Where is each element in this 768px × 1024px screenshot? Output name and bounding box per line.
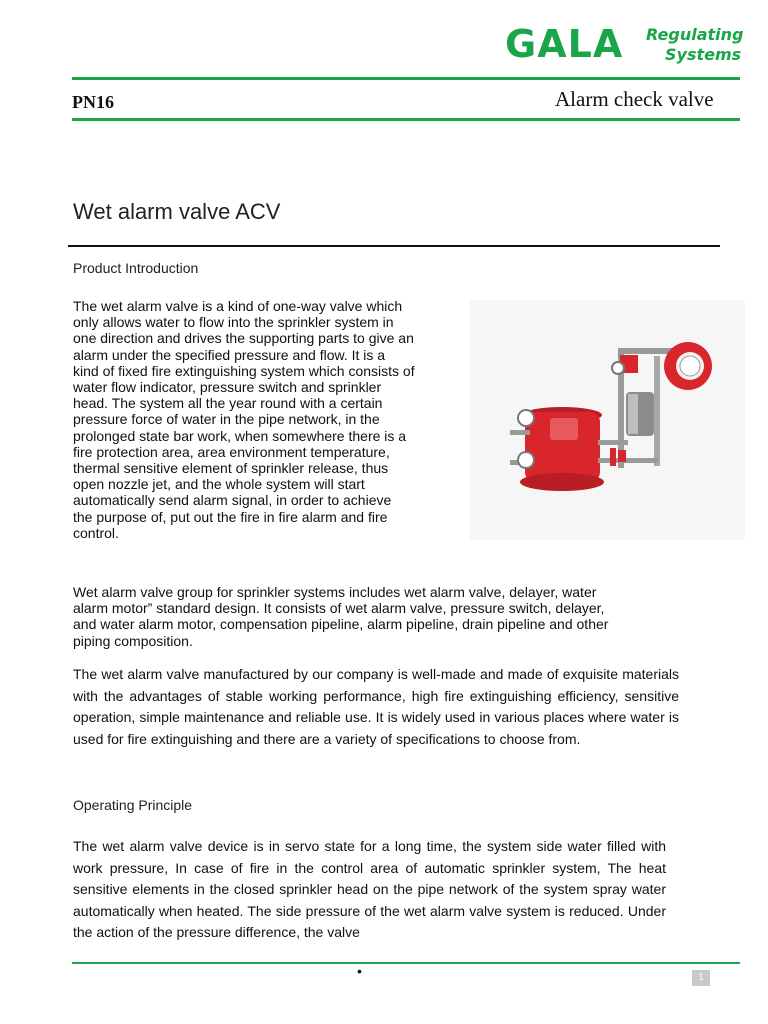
intro-paragraph [73,298,463,541]
intro-line: kind of fixed fire extinguishing system which consists of [73,362,415,379]
intro-line: the purpose of, put out the fire in fire alarm and fire [73,508,388,525]
intro-line: The wet alarm valve is a kind of one-way valve which [73,298,403,314]
intro-line: automatically send alarm signal, in order to achieve [73,492,392,509]
brand-tagline-line1: Regulating [646,25,744,44]
header-top-rule [72,77,740,80]
page-number: 1 [692,970,710,986]
header-bottom-rule [72,118,740,121]
group-line: and water alarm motor, compensation pipeline, alarm pipeline, drain pipeline and other [73,616,609,633]
group-paragraph [73,584,673,649]
group-line: piping composition. [73,632,193,649]
section-heading-principle: Operating Principle [73,797,193,813]
footer-bullet: • [357,963,362,979]
title-rule [68,245,720,247]
group-line: Wet alarm valve group for sprinkler systems includes wet alarm valve, delayer, water [73,584,597,600]
brand-tagline-line2: Systems [665,45,742,64]
group-line: alarm motor” standard design. It consists of wet alarm valve, pressure switch, delayer, [73,600,605,617]
doc-type: Alarm check valve [555,87,714,111]
manufacture-paragraph: The wet alarm valve manufactured by our company is well-made and made of exquisite materials with the advantages of stable working performance, high fire extinguishing efficiency, sensitive operation, simple maintenance and reliable use. It is widely used in various places where water is used for fire extinguishing and there are a variety of specifications to choose from. [73,666,679,747]
principle-paragraph: The wet alarm valve device is in servo state for a long time, the system side water filled with work pressure, In case of fire in the control area of automatic sprinkler system, The heat sensitive elements in the closed sprinkler head on the pipe network of the system spray water automatically when heated. The side pressure of the wet alarm valve system is reduced. Under the action of the pressure difference, the valve [73,838,666,941]
intro-line: head. The system all the year round with a certain [73,395,383,412]
intro-line: alarm under the specified pressure and flow. It is a [73,346,386,363]
wet-alarm-valve-image [470,300,745,540]
intro-line: fire protection area, area environment temperature, [73,443,390,460]
intro-line: pressure force of water in the pipe network, in the [73,411,380,428]
intro-line: water flow indicator, pressure switch and sprinkler [73,379,382,396]
intro-line: thermal sensitive element of sprinkler release, thus [73,460,389,477]
doc-code: PN16 [72,92,114,112]
intro-line: control. [73,524,119,541]
section-heading-intro: Product Introduction [73,260,199,276]
page-title: Wet alarm valve ACV [73,199,281,224]
brand-logo: GALA [505,22,624,66]
intro-line: prolonged state bar work, when somewhere there is a [73,427,407,444]
footer-rule [72,962,740,964]
intro-line: one direction and drives the supporting parts to give an [73,330,414,347]
intro-line: open nozzle jet, and the whole system will start [73,476,365,493]
intro-line: only allows water to flow into the sprinkler system in [73,314,394,331]
